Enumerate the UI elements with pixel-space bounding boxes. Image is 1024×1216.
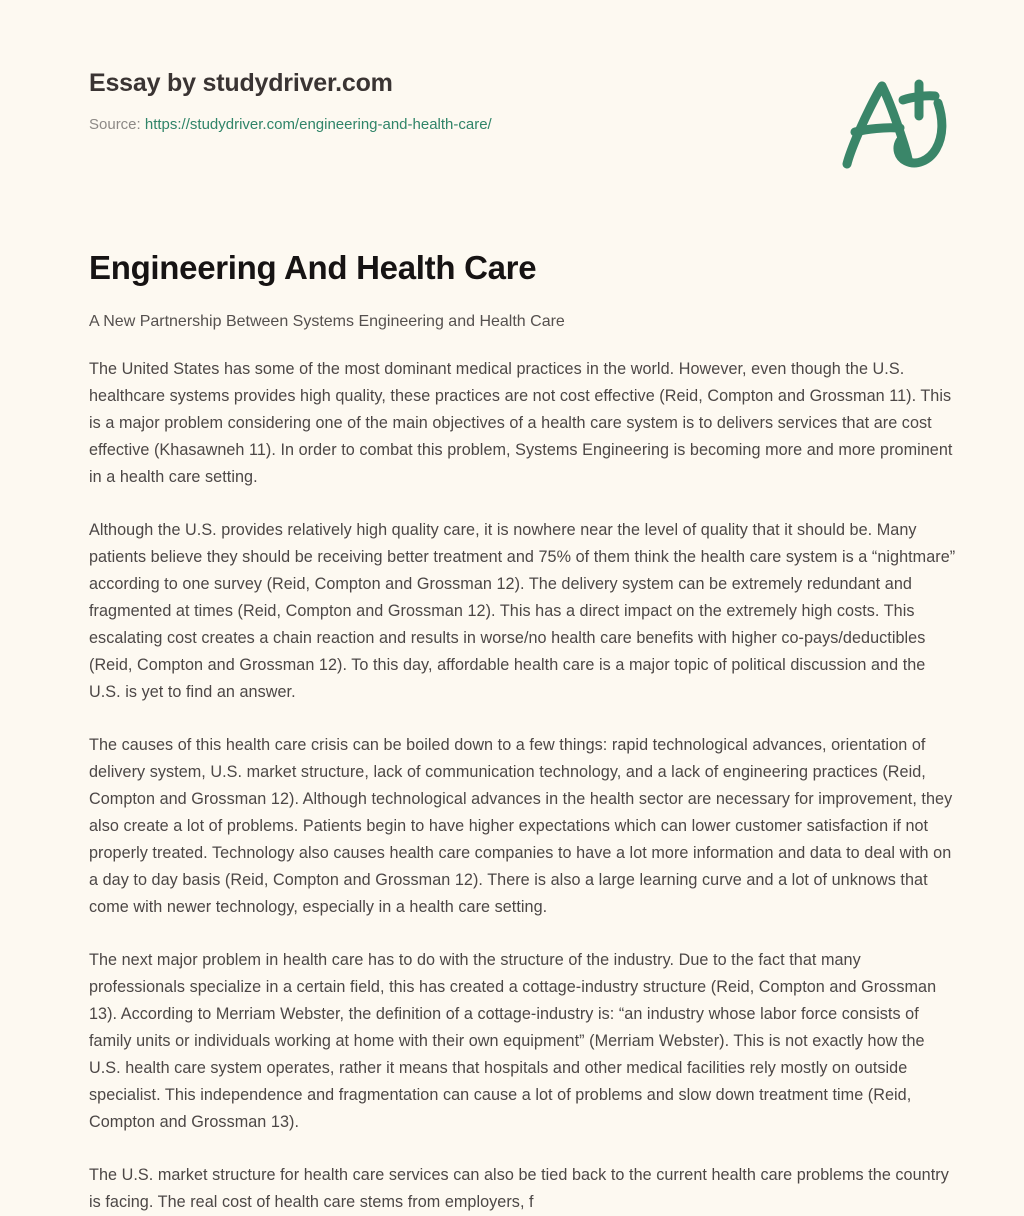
paragraph: The U.S. market structure for health care services can also be tied back to the current health care problems the country is facing. The real cost of health care stems from employers, f xyxy=(89,1166,949,1211)
article-subtitle: A New Partnership Between Systems Engineering and Health Care xyxy=(89,313,565,330)
paragraph: The causes of this health care crisis can be boiled down to a few things: rapid technological advances, orientation of delivery system, U.S. market structure, lack of communication technology, and a lack of engineering practices (Reid, Compton and Grossman 12). Although technological advances in the health sector are necessary for improvement, they also create a lot of problems. Patients begin to have higher expectations which can lower customer satisfaction if not properly treated. Technology also causes health care companies to have a lot more information and data to deal with on a day to day basis (Reid, Compton and Grossman 12). There is also a large learning curve and a lot of unknows that come with newer technology, especially in a health care setting. xyxy=(89,736,953,916)
source-line xyxy=(89,115,709,135)
a-plus-logo[interactable] xyxy=(834,72,952,176)
source-label: Source: xyxy=(89,116,141,133)
brand-block xyxy=(89,68,709,135)
article xyxy=(89,248,957,1216)
page-header xyxy=(0,0,1024,190)
brand-title: Essay by studydriver.com xyxy=(89,69,393,97)
paragraph: The United States has some of the most dominant medical practices in the world. However, even though the U.S. healthcare systems provides high quality, these practices are not cost effective (Reid, Compton and Grossman 11). This is a major problem considering one of the main objectives of a health care system is to delivers services that are cost effective (Khasawneh 11). In order to combat this problem, Systems Engineering is becoming more and more prominent in a health care setting. xyxy=(89,360,953,486)
paragraph: Although the U.S. provides relatively high quality care, it is nowhere near the level of quality that it should be. Many patients believe they should be receiving better treatment and 75% of them think the health care system is a “nightmare” according to one survey (Reid, Compton and Grossman 12). The delivery system can be extremely redundant and fragmented at times (Reid, Compton and Grossman 12). This has a direct impact on the extremely high costs. This escalating cost creates a chain reaction and results in worse/no health care benefits with higher co-pays/deductibles (Reid, Compton and Grossman 12). To this day, affordable health care is a major topic of political discussion and the U.S. is yet to find an answer. xyxy=(89,521,956,701)
article-body xyxy=(89,334,957,1216)
a-plus-logo-icon xyxy=(834,72,952,176)
page-title: Engineering And Health Care xyxy=(89,249,537,286)
paragraph: The next major problem in health care has to do with the structure of the industry. Due to the fact that many professionals specialize in a certain field, this has created a cottage-industry structure (Reid, Compton and Grossman 13). According to Merriam Webster, the definition of a cottage-industry is: “an industry whose labor force consists of family units or individuals working at home with their own equipment” (Merriam Webster). This is not exactly how the U.S. health care system operates, rather it means that hospitals and other medical facilities rely mostly on outside specialist. This independence and fragmentation can cause a lot of problems and slow down treatment time (Reid, Compton and Grossman 13). xyxy=(89,951,937,1131)
source-url-link[interactable]: https://studydriver.com/engineering-and-health-care/ xyxy=(144,116,492,133)
